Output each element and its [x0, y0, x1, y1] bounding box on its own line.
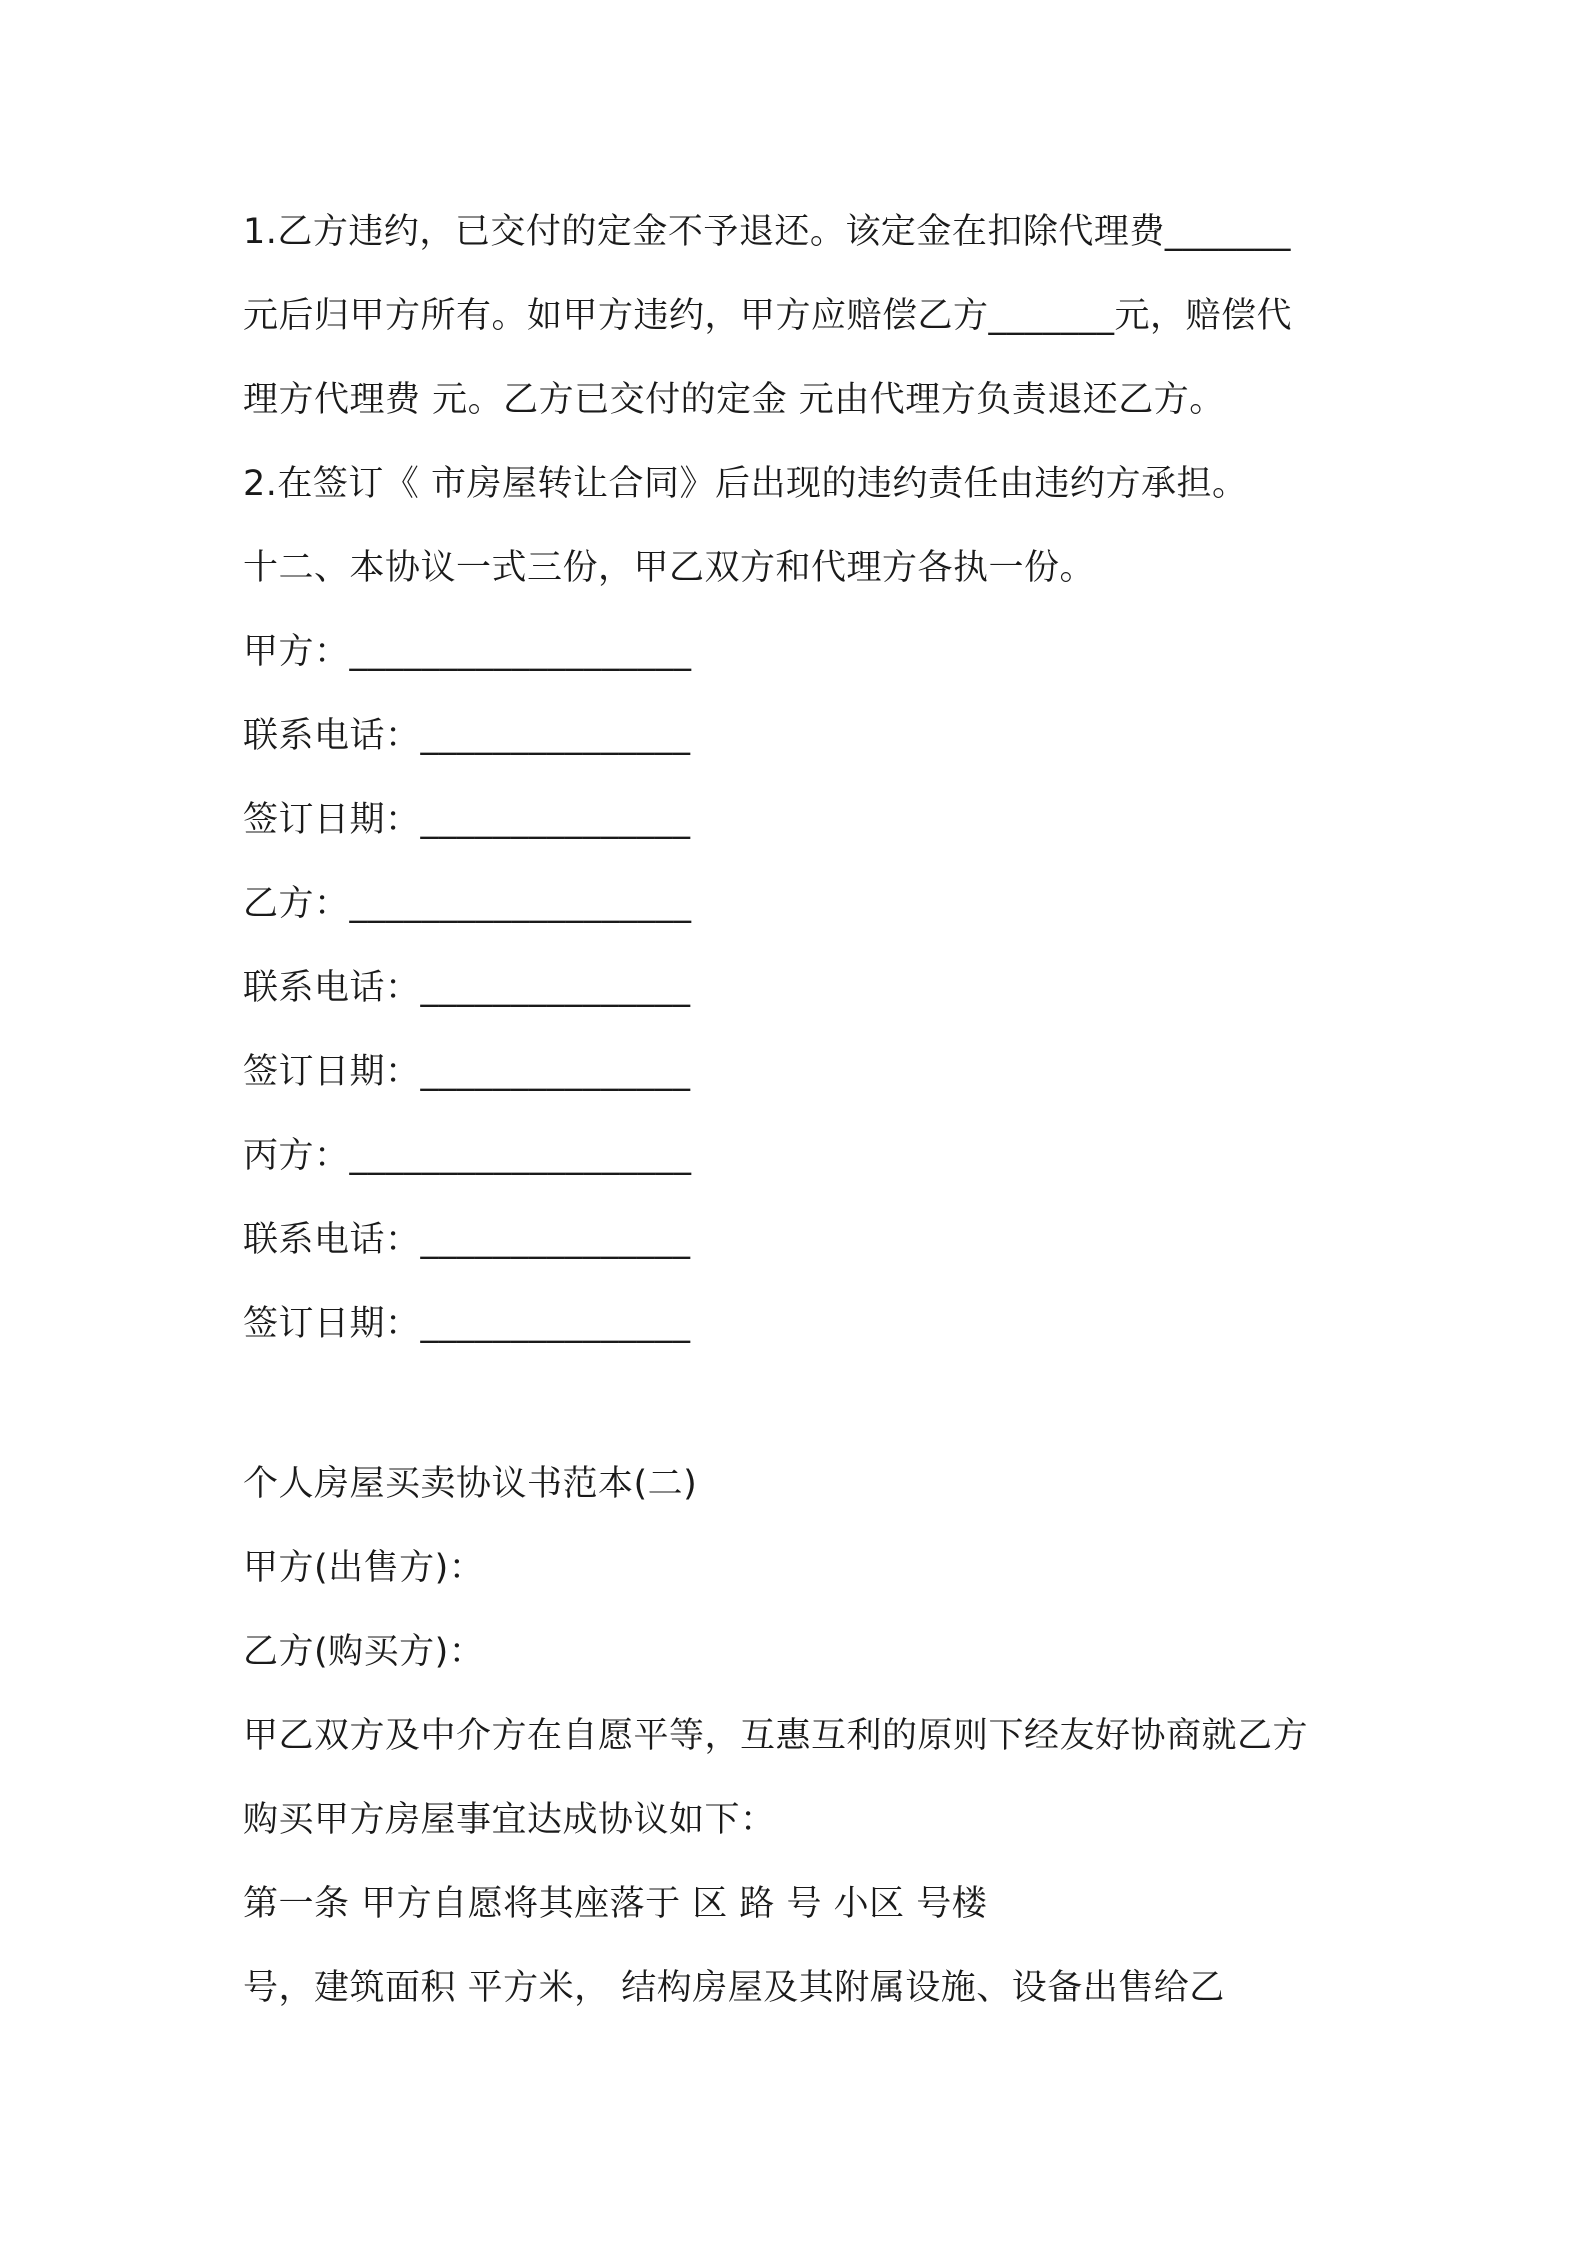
signature-blank: _______________: [420, 800, 691, 840]
signature-blank: _______________: [420, 1220, 691, 1260]
signature-party-a-phone: [243, 714, 1353, 758]
signature-label: 联系电话：: [243, 716, 421, 756]
paragraph-breach-buyer: 1.乙方违约，已交付的定金不予退还。该定金在扣除代理费_______: [243, 212, 1291, 252]
signature-label: 乙方：: [243, 884, 350, 924]
signature-blank: ___________________: [349, 884, 692, 924]
clause-twelve: 十二、本协议一式三份，甲乙双方和代理方各执一份。: [243, 548, 1096, 588]
signature-party-c: [243, 1134, 1353, 1178]
signature-label: 丙方：: [243, 1136, 350, 1176]
intro-line-1: 甲乙双方及中介方在自愿平等，互惠互利的原则下经友好协商就乙方: [243, 1716, 1309, 1756]
article-one-line-2: 号，建筑面积 平方米， 结构房屋及其附属设施、设备出售给乙: [243, 1968, 1225, 2008]
signature-label: 签订日期：: [243, 1052, 421, 1092]
party-a-seller: 甲方(出售方)：: [243, 1548, 485, 1588]
signature-party-c-date: [243, 1302, 1353, 1346]
signature-party-c-phone: [243, 1218, 1353, 1262]
intro-line-2: 购买甲方房屋事宜达成协议如下：: [243, 1800, 776, 1840]
signature-party-b: [243, 882, 1353, 926]
signature-party-b-date: [243, 1050, 1353, 1094]
signature-label: 联系电话：: [243, 968, 421, 1008]
signature-party-a-date: [243, 798, 1353, 842]
signature-label: 甲方：: [243, 632, 350, 672]
signature-label: 联系电话：: [243, 1220, 421, 1260]
signature-party-b-phone: [243, 966, 1353, 1010]
signature-label: 签订日期：: [243, 800, 421, 840]
paragraph-breach-seller: 元后归甲方所有。如甲方违约，甲方应赔偿乙方_______元，赔偿代: [243, 296, 1293, 336]
signature-blank: _______________: [420, 1052, 691, 1092]
signature-blank: ___________________: [349, 632, 692, 672]
party-b-buyer: 乙方(购买方)：: [243, 1632, 485, 1672]
signature-blank: _______________: [420, 968, 691, 1008]
signature-label: 签订日期：: [243, 1304, 421, 1344]
signature-party-a: [243, 630, 1353, 674]
paragraph-agent-refund: 理方代理费 元。乙方已交付的定金 元由代理方负责退还乙方。: [243, 380, 1225, 420]
paragraph-liability: 2.在签订《 市房屋转让合同》后出现的违约责任由违约方承担。: [243, 464, 1248, 504]
signature-blank: _______________: [420, 1304, 691, 1344]
article-one-line-1: 第一条 甲方自愿将其座落于 区 路 号 小区 号楼: [243, 1884, 988, 1924]
signature-blank: _______________: [420, 716, 691, 756]
signature-blank: ___________________: [349, 1136, 692, 1176]
section-title: 个人房屋买卖协议书范本(二): [243, 1464, 698, 1504]
